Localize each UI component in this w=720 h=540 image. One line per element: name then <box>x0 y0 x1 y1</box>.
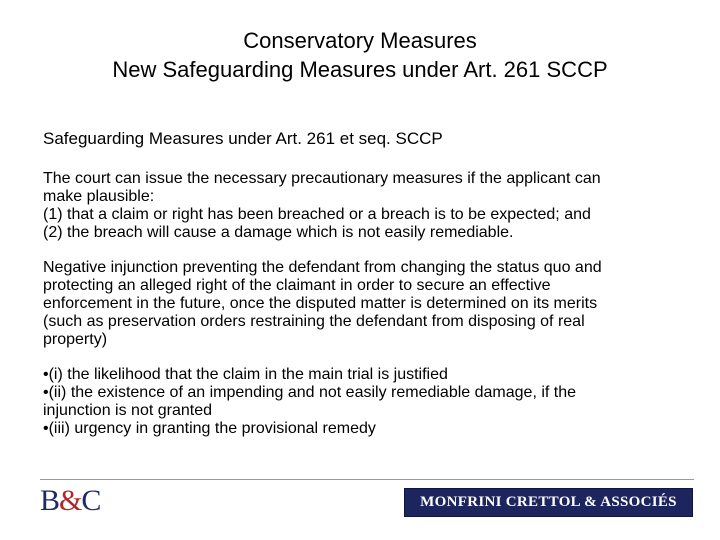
bc-logo <box>40 485 100 517</box>
text-line: (such as preservation orders restraining the defendant from disposing of real <box>43 313 585 330</box>
bullet-list <box>43 366 683 438</box>
list-item: •(ii) the existence of an impending and not easily remediable damage, if the <box>43 384 577 401</box>
text-line: make plausible: <box>43 188 155 205</box>
firm-name: MONFRINI CRETTOL & ASSOCIÉS <box>420 494 677 510</box>
text-line: Negative injunction preventing the defendant from changing the status quo and <box>43 259 602 276</box>
list-item: •(iii) urgency in granting the provisional remedy <box>43 420 376 437</box>
footer-divider <box>40 479 694 480</box>
section-heading: Safeguarding Measures under Art. 261 et seq. SCCP <box>43 129 443 148</box>
paragraph-conditions <box>43 170 683 242</box>
slide-title <box>0 26 720 84</box>
text-line: (1) that a claim or right has been breached or a breach is to be expected; and <box>43 206 591 223</box>
text-line: protecting an alleged right of the claimant in order to secure an effective <box>43 277 551 294</box>
logo-letter-c: C <box>81 484 101 517</box>
list-item: •(i) the likelihood that the claim in the main trial is justified <box>43 366 448 383</box>
firm-logo <box>404 488 693 517</box>
text-line: enforcement in the future, once the disputed matter is determined on its merits <box>43 295 598 312</box>
text-line: The court can issue the necessary precautionary measures if the applicant can <box>43 170 601 187</box>
text-line: property) <box>43 331 108 348</box>
list-item: injunction is not granted <box>43 402 212 419</box>
paragraph-injunction <box>43 259 683 349</box>
logo-ampersand: & <box>59 484 82 517</box>
title-line-2: New Safeguarding Measures under Art. 261 SCCP <box>112 57 608 82</box>
slide-body <box>43 128 683 455</box>
text-line: (2) the breach will cause a damage which is not easily remediable. <box>43 224 514 241</box>
logo-letter-b: B <box>40 484 60 517</box>
title-line-1: Conservatory Measures <box>243 28 477 53</box>
